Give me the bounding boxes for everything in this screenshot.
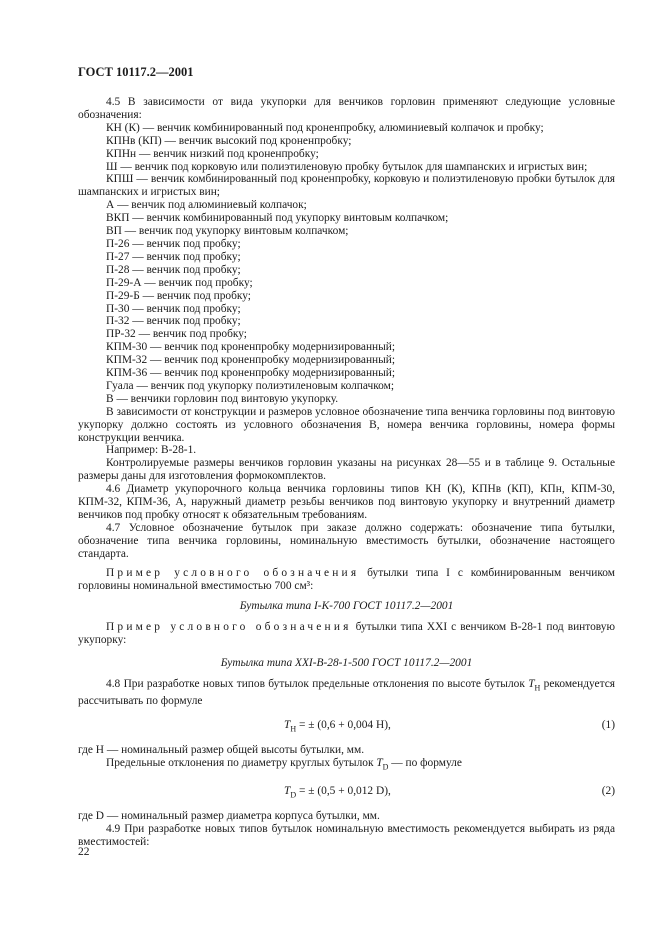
paragraph-4-8-text: 4.8 При разработке новых типов бутылок предельные отклонения по высоте бутылок bbox=[106, 678, 529, 691]
formula-1 bbox=[78, 714, 615, 738]
paragraph-screw-designation: В зависимости от конструкции и размеров условное обозначение типа венчика горловины под винтовую укупорку должно состоять из условного обозначения В, номера венчика горловины, номера формы конструкции венчика. bbox=[78, 405, 615, 444]
paragraph-diameter-tail: — по формуле bbox=[388, 757, 462, 770]
example-2-text: бутылки типа XXI с венчиком В-28-1 под винтовую укупорку: bbox=[78, 621, 615, 647]
list-item: Гуала — венчик под укупорку полиэтиленовым колпачком; bbox=[106, 379, 395, 392]
list-item: П-29-А — венчик под пробку; bbox=[106, 276, 253, 289]
list-item: КН (К) — венчик комбинированный под кроненпробку, алюминиевый колпачок и пробку; bbox=[106, 121, 544, 134]
paragraph-4-7: 4.7 Условное обозначение бутылок при заказе должно содержать: обозначение типа бутылки, обозначение типа венчика горловины, номинальную вместимость бутылки, обозначение настоящего стандарта. bbox=[78, 521, 615, 560]
list-item: П-30 — венчик под пробку; bbox=[106, 302, 241, 315]
formula-1-sub: H bbox=[290, 724, 297, 734]
paragraph-example: Например: В-28-1. bbox=[106, 444, 197, 457]
list-item: Ш — венчик под корковую или полиэтиленовую пробку бутылок для шампанских и игристых вин; bbox=[106, 160, 588, 173]
paragraph-diameter bbox=[78, 757, 615, 774]
list-item: П-26 — венчик под пробку; bbox=[106, 237, 241, 250]
paragraph-4-5: 4.5 В зависимости от вида укупорки для венчиков горловин применяют следующие условные обозначения: bbox=[78, 96, 615, 121]
symbol-sub: D bbox=[382, 762, 389, 772]
paragraph-diameter-text: Предельные отклонения по диаметру круглых бутылок bbox=[106, 757, 377, 770]
example-2-lead: Пример условного обозначения bbox=[106, 621, 352, 634]
list-item: КПШ — венчик комбинированный под кроненпробку, корковую и полиэтиленовую пробки бутылок для шампанских и игристых вин; bbox=[78, 173, 615, 199]
formula-2-expression bbox=[284, 785, 391, 802]
list-item: А — венчик под алюминиевый колпачок; bbox=[106, 199, 307, 212]
formula-2-sub: D bbox=[290, 790, 297, 800]
paragraph-4-8-tail: рекомендуется рассчитывать по формуле bbox=[78, 678, 616, 708]
list-item: КПМ-32 — венчик под кроненпробку модернизированный; bbox=[106, 354, 396, 367]
list-item: КПМ-30 — венчик под кроненпробку модернизированный; bbox=[106, 341, 396, 354]
list-item: ПР-32 — венчик под пробку; bbox=[106, 328, 247, 341]
example-1-intro bbox=[78, 567, 615, 593]
formula-1-number: (1) bbox=[601, 719, 615, 732]
where-2: где D — номинальный размер диаметра корпуса бутылки, мм. bbox=[78, 810, 380, 823]
formula-2 bbox=[78, 780, 615, 804]
list-item: П-27 — венчик под пробку; bbox=[106, 250, 241, 263]
paragraph-4-9: 4.9 При разработке новых типов бутылок номинальную вместимость рекомендуется выбирать из ряда вместимостей: bbox=[78, 823, 615, 849]
list-item: П-28 — венчик под пробку; bbox=[106, 263, 241, 276]
formula-1-symbol: T bbox=[284, 719, 291, 732]
list-item: П-32 — венчик под пробку; bbox=[106, 315, 241, 328]
example-2-intro bbox=[78, 621, 615, 647]
page-body bbox=[78, 96, 615, 849]
formula-2-body: = ± (0,5 + 0,012 D), bbox=[296, 785, 391, 798]
symbol-t: T bbox=[528, 678, 535, 691]
list-item: КПМ-36 — венчик под кроненпробку модернизированный; bbox=[106, 367, 396, 380]
where-1: где H — номинальный размер общей высоты бутылки, мм. bbox=[78, 744, 365, 757]
list-item: ВКП — венчик комбинированный под укупорку винтовым колпачком; bbox=[106, 212, 449, 225]
formula-2-symbol: T bbox=[284, 785, 291, 798]
formula-1-expression bbox=[284, 719, 391, 736]
formula-1-body: = ± (0,6 + 0,004 H), bbox=[296, 719, 391, 732]
document-header: ГОСТ 10117.2—2001 bbox=[78, 65, 194, 79]
paragraph-4-6: 4.6 Диаметр укупорочного кольца венчика горловины типов КН (К), КПНв (КП), КПн, КПМ-30, КПМ-32, КПМ-36, А, наружный диаметр резьбы венчиков под винтовую укупорку и внутренний диаметр венчиков под пробку относят к обязательным требованиям. bbox=[78, 483, 615, 521]
list-item: ВП — венчик под укупорку винтовым колпачком; bbox=[106, 225, 349, 238]
example-1-text: бутылки типа I с комбинированным венчиком горловины номинальной вместимостью 700 см³: bbox=[78, 566, 615, 592]
example-1-designation: Бутылка типа I-К-700 ГОСТ 10117.2—2001 bbox=[239, 600, 454, 613]
list-item: В — венчики горловин под винтовую укупорку. bbox=[106, 392, 339, 405]
list-item: КПНв (КП) — венчик высокий под кроненпробку; bbox=[106, 134, 352, 147]
page-number: 22 bbox=[78, 846, 90, 858]
list-item: КПНн — венчик низкий под кроненпробку; bbox=[106, 147, 319, 160]
paragraph-dimensions: Контролируемые размеры венчиков горловин указаны на рисунках 28—55 и в таблице 9. Остальные размеры даны для изготовления формокомплектов. bbox=[78, 457, 615, 483]
list-item: П-29-Б — венчик под пробку; bbox=[106, 289, 251, 302]
example-2-designation: Бутылка типа XXI-В-28-1-500 ГОСТ 10117.2—2001 bbox=[220, 657, 473, 670]
formula-2-number: (2) bbox=[601, 785, 615, 798]
example-1-lead: Пример условного обозначения bbox=[106, 566, 360, 579]
symbol-sub: H bbox=[534, 683, 541, 693]
paragraph-4-8 bbox=[78, 678, 615, 708]
symbol-t: T bbox=[376, 757, 383, 770]
